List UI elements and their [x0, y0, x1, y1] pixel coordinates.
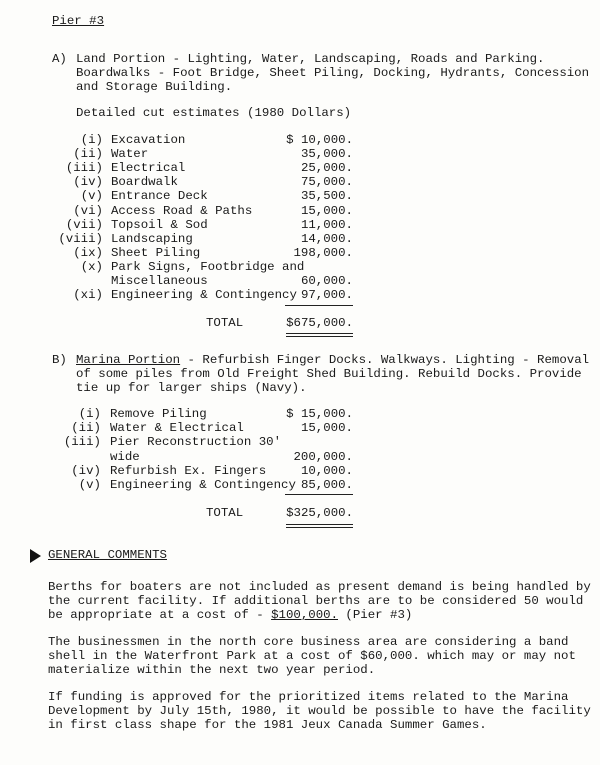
- estimates-heading: Detailed cut estimates (1980 Dollars): [76, 106, 352, 120]
- section-b-item-amount: 200,000.: [293, 449, 353, 464]
- section-b-item-amount: $ 15,000.: [286, 407, 353, 421]
- section-b-item-description: Engineering & Contingency: [110, 478, 296, 492]
- comments-p3-line-2: Development by July 15th, 1980, it would be possible to have the facility: [48, 704, 591, 718]
- section-b-item-number: (i): [78, 407, 101, 421]
- section-a-item-number: (xi): [73, 288, 103, 303]
- comments-p2-line-3: materialize within the next two year period.: [48, 663, 376, 677]
- comments-p1-amount: $100,000.: [271, 608, 338, 622]
- arrow-bullet-icon: [30, 549, 41, 563]
- section-a-item-number: (i): [80, 133, 103, 147]
- section-b-total-rule: [285, 494, 353, 495]
- section-a-total-amount: $675,000.: [286, 316, 353, 330]
- comments-p3-line-3: in first class shape for the 1981 Jeux Canada Summer Games.: [48, 718, 487, 732]
- section-a-item-number: (vii): [65, 217, 103, 232]
- section-a-item-description: Water: [111, 147, 149, 162]
- section-a-item-number: (vi): [73, 203, 103, 218]
- comments-p1-prefix: be appropriate at a cost of -: [48, 608, 272, 622]
- section-a-item-description: Park Signs, Footbridge and: [111, 259, 305, 274]
- comments-heading: GENERAL COMMENTS: [48, 548, 167, 562]
- section-a-total-double-rule: [286, 333, 353, 337]
- comments-p1-line-3: [48, 608, 412, 622]
- section-a-item-amount: 35,000.: [300, 147, 353, 162]
- section-b-item-amount: 10,000.: [300, 463, 353, 478]
- section-a-item-amount: 97,000.: [300, 288, 353, 303]
- section-b-line-2: of some piles from Old Freight Shed Building. Rebuild Docks. Provide: [76, 367, 582, 381]
- section-b-item-number: (iv): [71, 463, 101, 478]
- section-a-label: A): [52, 52, 67, 66]
- comments-p2-line-2: shell in the Waterfront Park at a cost of $60,000. which may or may not: [48, 649, 576, 663]
- section-a-item-amount: 11,000.: [300, 217, 353, 232]
- section-a-item-amount: 35,500.: [300, 189, 353, 204]
- section-b-item-number: (v): [78, 478, 101, 492]
- section-a-item-amount: 198,000.: [293, 245, 353, 260]
- section-a-item-description: Electrical: [111, 161, 186, 176]
- comments-p2-line-1: The businessmen in the north core business area are considering a band: [48, 635, 569, 649]
- section-a-item-number: (ix): [73, 245, 103, 260]
- section-a-item-number: (iii): [65, 161, 103, 176]
- comments-p1-line-1: Berths for boaters are not included as present demand is being handled by: [48, 580, 591, 594]
- section-a-item-amount: $ 10,000.: [286, 133, 353, 147]
- page-title: Pier #3: [52, 14, 105, 28]
- section-b-label: B): [52, 353, 67, 367]
- section-a-item-number: (iv): [73, 175, 103, 190]
- section-a-item-description: Engineering & Contingency: [111, 288, 297, 303]
- section-a-line-2: Boardwalks - Foot Bridge, Sheet Piling, Docking, Hydrants, Concession: [76, 66, 590, 80]
- section-b-item-description: Remove Piling: [110, 407, 207, 421]
- section-b-total-amount: $325,000.: [286, 506, 353, 520]
- section-a-line-3: and Storage Building.: [76, 80, 233, 94]
- section-a-item-number: (v): [80, 189, 103, 204]
- section-a-item-amount: 15,000.: [300, 203, 353, 218]
- section-b-line-3: tie up for larger ships (Navy).: [76, 381, 307, 395]
- section-a-item-description: Access Road & Paths: [111, 203, 253, 218]
- section-a-total-rule: [285, 305, 353, 306]
- section-a-item-description: Sheet Piling: [111, 245, 201, 260]
- section-b-item-description: Refurbish Ex. Fingers: [110, 463, 267, 478]
- section-b-item-description: Pier Reconstruction 30': [110, 435, 282, 450]
- section-b-item-amount: 15,000.: [300, 421, 353, 436]
- comments-p3-line-1: If funding is approved for the prioritized items related to the Marina: [48, 690, 569, 704]
- section-b-item-number: (ii): [71, 421, 101, 436]
- section-a-item-amount: 60,000.: [300, 274, 353, 288]
- section-a-item-number: (viii): [58, 231, 103, 246]
- section-a-item-description: Miscellaneous: [111, 274, 208, 288]
- section-a-line-1: Land Portion - Lighting, Water, Landscaping, Roads and Parking.: [76, 52, 545, 66]
- section-b-title: Marina Portion: [76, 353, 181, 367]
- section-b-total-label: TOTAL: [206, 506, 244, 520]
- section-b-item-amount: 85,000.: [300, 478, 353, 492]
- section-a-item-number: (x): [80, 259, 103, 274]
- section-a-item-amount: 14,000.: [300, 231, 353, 246]
- section-a-item-description: Topsoil & Sod: [111, 217, 208, 232]
- section-a-item-number: (ii): [73, 147, 103, 162]
- section-a-item-description: Boardwalk: [111, 175, 178, 190]
- section-a-item-amount: 75,000.: [300, 175, 353, 190]
- section-a-item-description: Excavation: [111, 133, 186, 147]
- section-a-total-label: TOTAL: [206, 316, 244, 330]
- comments-p1-line-2: the current facility. If additional berths are to be considered 50 would: [48, 594, 584, 608]
- section-a-item-amount: 25,000.: [300, 161, 353, 176]
- section-b-heading: [76, 353, 589, 367]
- section-a-item-description: Entrance Deck: [111, 189, 208, 204]
- section-b-total-double-rule: [286, 524, 353, 528]
- section-b-item-description: wide: [110, 449, 140, 464]
- section-b-item-number: (iii): [63, 435, 101, 450]
- section-b-item-description: Water & Electrical: [110, 421, 244, 436]
- comments-p1-suffix: (Pier #3): [338, 608, 413, 622]
- section-a-item-description: Landscaping: [111, 231, 193, 246]
- section-b-title-rest: - Refurbish Finger Docks. Walkways. Lighting - Removal: [180, 353, 590, 367]
